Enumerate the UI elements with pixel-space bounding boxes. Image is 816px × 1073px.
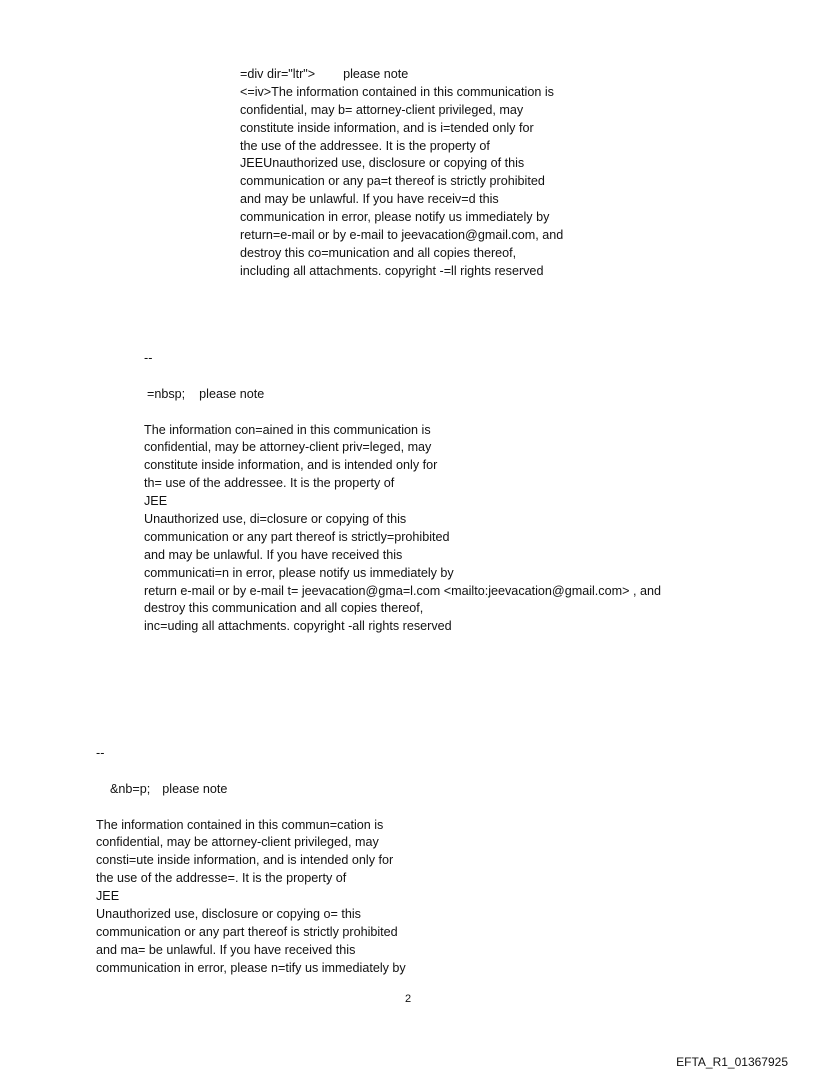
please-note-label: please note [199,386,265,401]
document-id: EFTA_R1_01367925 [676,1055,788,1069]
disclaimer-block-2 [144,350,661,636]
text-line: communication or any part thereof is strictly=prohibited [144,529,450,544]
text-line: constitute inside information, and is intended only for [144,458,438,473]
separator: -- [144,351,153,365]
text-line: communication in error, please notify us immediately by [240,210,550,225]
text-line: JEE [96,889,120,904]
page-number: 2 [404,993,412,1005]
text-line: communication or any part thereof is strictly prohibited [96,924,398,939]
text-line: return=e-mail or by e-mail to jeevacation@gmail.com, and [240,228,564,243]
text-line: Unauthorized use, di=closure or copying of this [144,512,407,527]
disclaimer-heading [240,66,563,84]
separator: -- [96,746,105,760]
html-fragment: =div dir="ltr"> [240,67,316,81]
text-line: JEEUnauthorized use, disclosure or copying of this [240,156,525,171]
text-line: communication or any pa=t thereof is strictly prohibited [240,174,545,189]
text-line: communicati=n in error, please notify us immediately by [144,565,454,580]
disclaimer-heading [144,386,661,404]
text-line: <=iv>The information contained in this communication is [240,84,554,99]
text-line: and may be unlawful. If you have received this [144,547,403,562]
text-line: th= use of the addressee. It is the property of [144,476,395,491]
text-line: return e-mail or by e-mail t= jeevacation@gma=l.com <mailto:jeevacation@gmail.com> , and [144,583,661,598]
text-line: confidential, may be attorney-client privileged, may [96,835,379,850]
text-line: and may be unlawful. If you have receiv=d this [240,192,499,207]
text-line: Unauthorized use, disclosure or copying o= this [96,907,361,922]
text-line: The information contained in this commun=cation is [96,817,384,832]
text-line: the use of the addressee. It is the property of [240,138,490,153]
text-line: JEE [144,494,168,509]
html-fragment: =nbsp; [147,386,186,401]
text-line: and ma= be unlawful. If you have received this [96,942,356,957]
text-line: inc=uding all attachments. copyright -all rights reserved [144,619,452,634]
disclaimer-heading [96,781,406,799]
text-line: consti=ute inside information, and is intended only for [96,853,394,868]
text-line: communication in error, please n=tify us immediately by [96,960,406,975]
disclaimer-block-1 [240,66,563,281]
text-line: confidential, may be attorney-client priv=leged, may [144,440,432,455]
please-note-label: please note [343,67,409,81]
text-line: The information con=ained in this communication is [144,422,431,437]
html-fragment: &nb=p; [110,781,151,796]
text-line: confidential, may b= attorney-client privileged, may [240,102,524,117]
text-line: constitute inside information, and is i=tended only for [240,120,534,135]
please-note-label: please note [162,781,228,796]
disclaimer-block-3 [96,745,406,978]
text-line: including all attachments. copyright -=ll rights reserved [240,263,544,278]
text-line: destroy this co=munication and all copies thereof, [240,245,517,260]
text-line: destroy this communication and all copies thereof, [144,601,424,616]
text-line: the use of the addresse=. It is the property of [96,871,347,886]
